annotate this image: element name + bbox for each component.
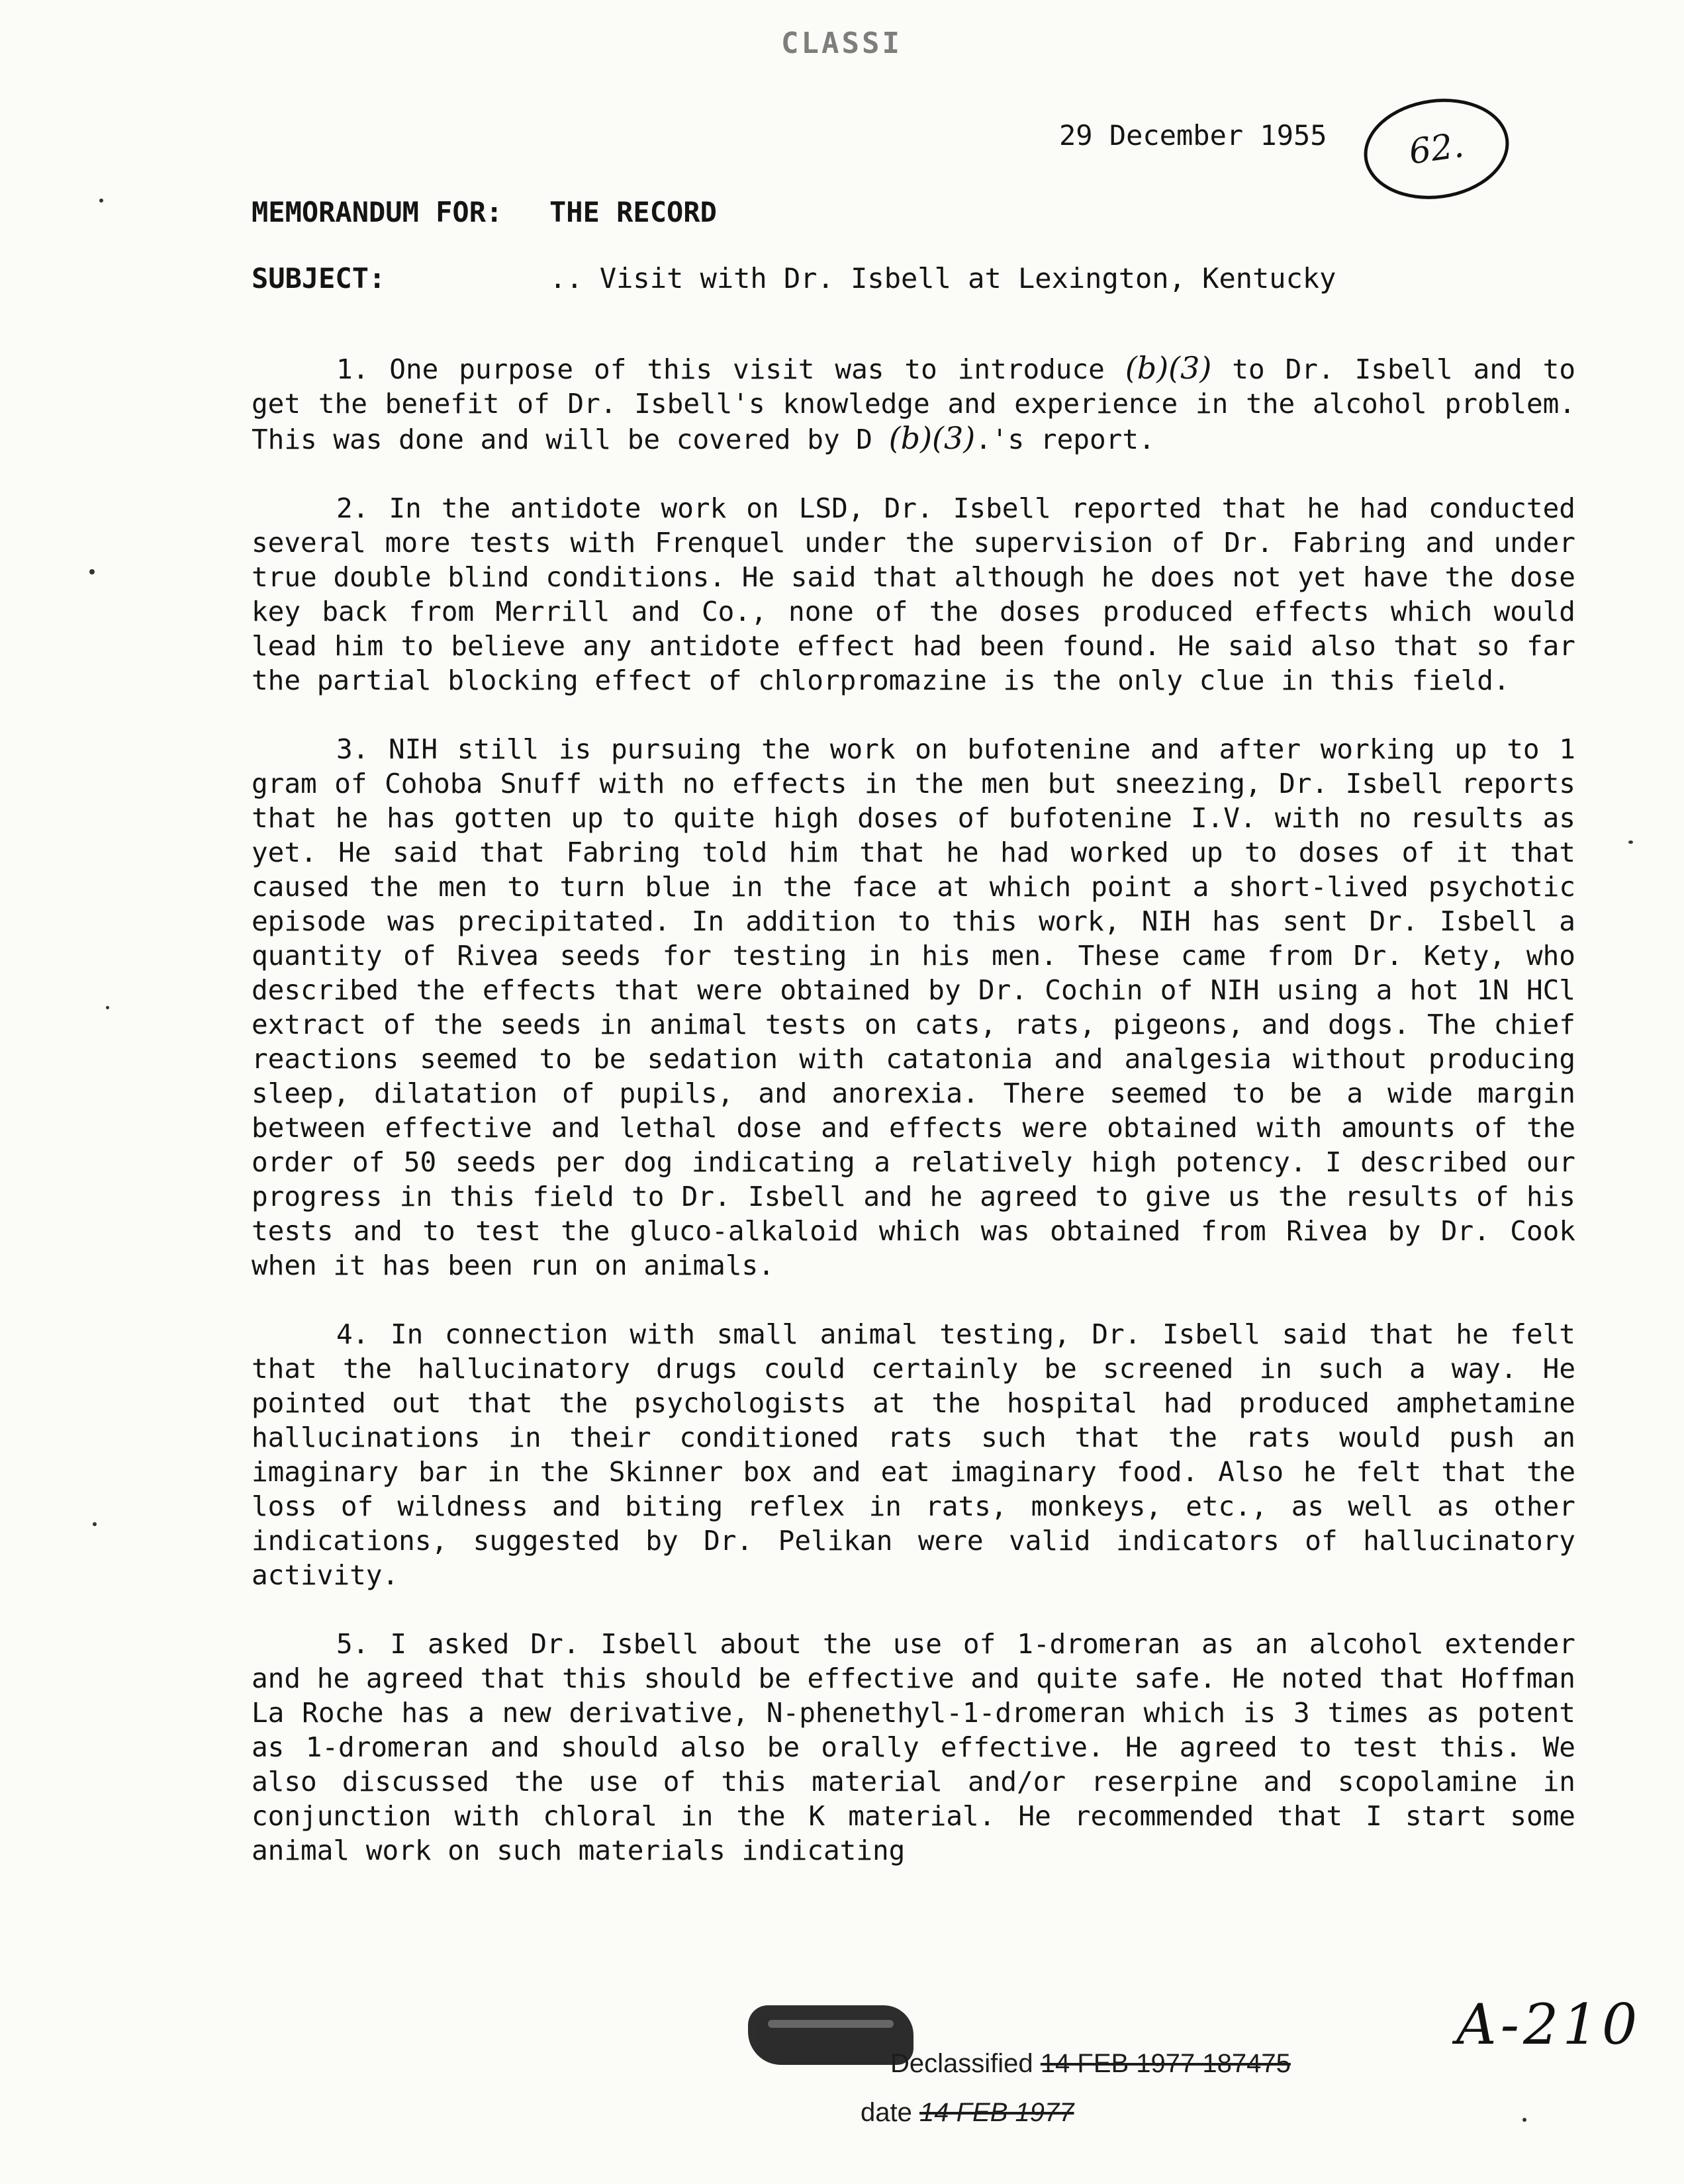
paragraph-5: 5. I asked Dr. Isbell about the use of 1-dromeran as an alcohol extender and he agreed that this should be effective and quite safe. He noted that Hoffman La Roche has a new derivative, N-phenethyl-1-dromeran which is 3 times as potent as 1-dromeran and should also be orally effective. He agreed to test this. We also discussed the use of this material and/or reserpine and scopolamine in conjunction with chloral in the K material. He recommended that I start some animal work on such materials indicating: [252, 1628, 1575, 1866]
paragraph-1: [252, 351, 1575, 457]
handwritten-document-reference: A-210: [1456, 1992, 1642, 2057]
subject-row: [252, 262, 1336, 295]
copy-speck: [1628, 841, 1633, 844]
paragraph-1-part-a: 1. One purpose of this visit was to introduce: [336, 353, 1105, 385]
copy-speck: [93, 1522, 97, 1526]
subject-value: .. Visit with Dr. Isbell at Lexington, Kentucky: [549, 262, 1336, 295]
subject-label: SUBJECT:: [252, 262, 386, 295]
page-number: 62.: [1406, 125, 1467, 173]
redaction-marker: (b)(3): [888, 420, 976, 456]
copy-speck: [99, 199, 103, 203]
paragraph-2: 2. In the antidote work on LSD, Dr. Isbell reported that he had conducted several more tests with Frenquel under the supervision of Dr. Fabring and under true double blind conditions. He said that although he does not yet have the dose key back from Merrill and Co., none of the doses produced effects which would lead him to believe any antidote effect had been found. He said also that so far the partial blocking effect of chlorpromazine is the only clue in this field.: [252, 492, 1575, 696]
redaction-blot: [748, 2005, 913, 2065]
memo-for-row: [252, 196, 717, 228]
redaction-marker: (b)(3): [1125, 350, 1212, 386]
declassified-label: Declassified: [890, 2049, 1033, 2078]
declassified-date-stamp: [861, 2098, 1074, 2128]
declassified-stamp: [890, 2049, 1291, 2079]
paragraph-4: 4. In connection with small animal testing, Dr. Isbell said that he felt that the hallucinatory drugs could certainly be screened in such a way. He pointed out that the psychologists at the hospital had produced amphetamine hallucinations in their conditioned rats such that the rats would push an imaginary bar in the Skinner box and eat imaginary food. Also he felt that the loss of wildness and biting reflex in rats, monkeys, etc., as well as other indications, suggested by Dr. Pelikan were valid indicators of hallucinatory activity.: [252, 1318, 1575, 1591]
declassified-reference: 14 FEB 1977 187475: [1040, 2049, 1291, 2078]
paragraph-1-part-c: .'s report.: [975, 424, 1155, 455]
copy-speck: [106, 1006, 109, 1009]
paragraph-1-part-b: to Dr. Isbell and to get the benefit of Dr. Isbell's knowledge and experience in the alcohol problem. This was done and will be covered by D: [252, 353, 1576, 455]
copy-speck: [1522, 2118, 1526, 2122]
copy-speck: [89, 569, 95, 574]
memo-body: [252, 351, 1575, 1902]
memo-for-value: THE RECORD: [549, 196, 717, 228]
classification-stamp: CLASSI: [781, 26, 902, 60]
declassified-date-value: 14 FEB 1977: [919, 2098, 1074, 2127]
declassified-date-label: date: [861, 2098, 912, 2127]
paragraph-3: 3. NIH still is pursuing the work on bufotenine and after working up to 1 gram of Cohoba Snuff with no effects in the men but sneezing, Dr. Isbell reports that he has gotten up to quite high doses of bufotenine I.V. with no results as yet. He said that Fabring told him that he had worked up to doses of it that caused the men to turn blue in the face at which point a short-lived psychotic episode was precipitated. In addition to this work, NIH has sent Dr. Isbell a quantity of Rivea seeds for testing in his men. These came from Dr. Kety, who described the effects that were obtained by Dr. Cochin of NIH using a hot 1N HCl extract of the seeds in animal tests on cats, rats, pigeons, and dogs. The chief reactions seemed to be sedation with catatonia and analgesia without producing sleep, dilatation of pupils, and anorexia. There seemed to be a wide margin between effective and lethal dose and effects were obtained with amounts of the order of 50 seeds per dog indicating a relatively high potency. I described our progress in this field to Dr. Isbell and he agreed to give us the results of his tests and to test the gluco-alkaloid which was obtained from Rivea by Dr. Cook when it has been run on animals.: [252, 733, 1575, 1281]
memo-for-label: MEMORANDUM FOR:: [252, 196, 503, 228]
memo-date: 29 December 1955: [1059, 119, 1327, 152]
page-number-circle: [1358, 89, 1516, 208]
